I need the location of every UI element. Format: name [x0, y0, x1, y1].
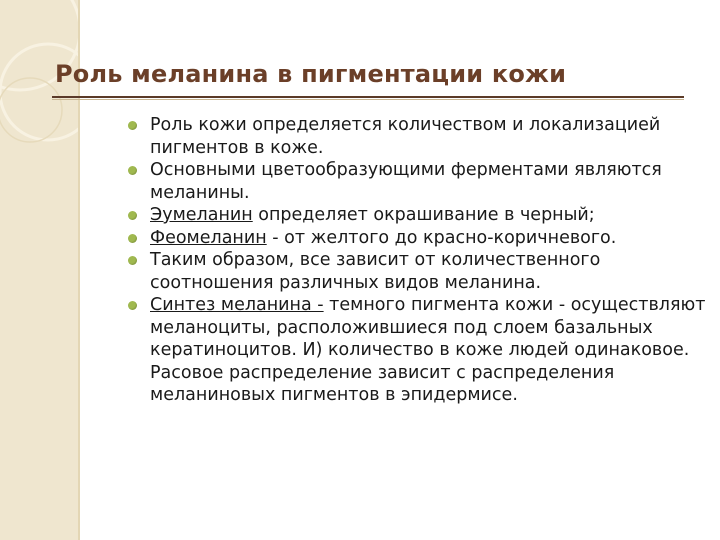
- bullet-text: - от желтого до красно-коричневого.: [266, 227, 617, 248]
- bullet-item: [128, 294, 708, 407]
- bullet-item: [128, 249, 708, 294]
- title-underline-shadow: [52, 99, 684, 100]
- bullet-dot-icon: [128, 211, 137, 220]
- bullet-item: [128, 204, 708, 227]
- bullet-dot-icon: [128, 166, 137, 175]
- bullet-item: [128, 114, 708, 159]
- bullet-dot-icon: [128, 301, 137, 310]
- bullet-term: Синтез меланина -: [150, 295, 324, 315]
- slide-title: Роль меланина в пигментации кожи: [55, 60, 567, 88]
- bullet-term: Эумеланин: [150, 205, 253, 225]
- bullet-text: Таким образом, все зависит от количественного соотношения различных видов меланина.: [150, 250, 601, 293]
- bullet-text: темного пигмента кожи - осуществляют меланоциты, расположившиеся под слоем базальных кератиноцитов. И) количество в коже людей одинаковое. Расовое распределение зависит с распределения меланиновых пигментов в эпидермисе.: [150, 295, 706, 405]
- bullet-item: [128, 227, 708, 250]
- bullet-term: Феомеланин: [150, 227, 267, 248]
- title-underline: [52, 96, 684, 98]
- bullet-text: Роль кожи определяется количеством и локализацией пигментов в коже.: [150, 115, 661, 158]
- bullet-dot-icon: [128, 121, 137, 130]
- bullet-list: [128, 114, 708, 407]
- bullet-text: определяет окрашивание в черный;: [252, 205, 595, 225]
- bullet-item: [128, 159, 708, 204]
- bullet-text: Основными цветообразующими ферментами являются меланины.: [150, 160, 662, 203]
- bullet-dot-icon: [128, 234, 137, 243]
- bullet-dot-icon: [128, 256, 137, 265]
